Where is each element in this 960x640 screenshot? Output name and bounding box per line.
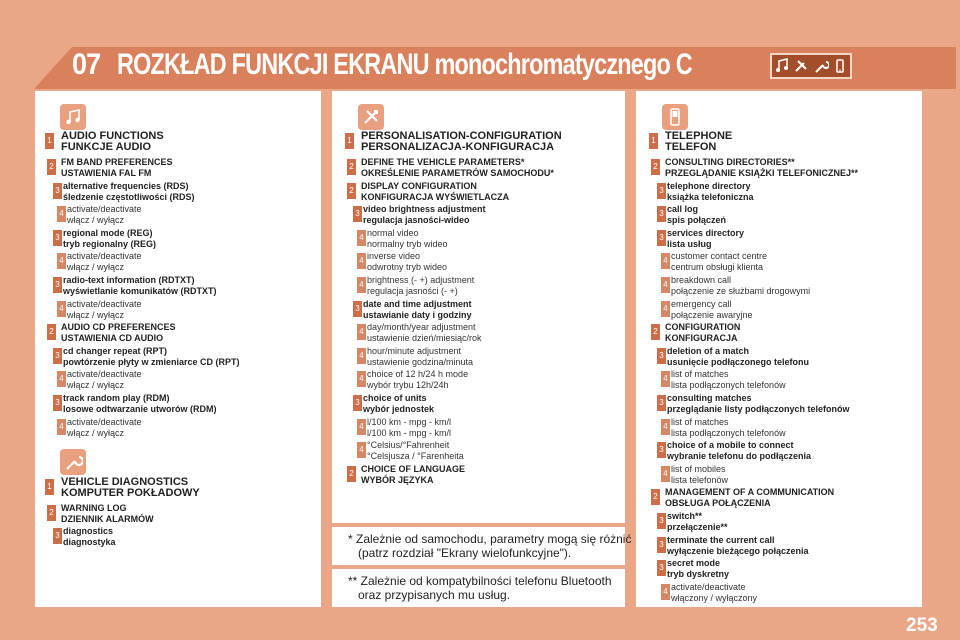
chapter-number: 07 <box>72 48 101 81</box>
level-badge: 2 <box>651 489 660 505</box>
menu-item <box>667 346 809 368</box>
menu-item-line: regional mode (REG) <box>63 227 153 238</box>
menu-item-line: losowe odtwarzanie utworów (RDM) <box>63 404 217 414</box>
level-badge: 4 <box>661 277 670 293</box>
menu-item <box>63 181 195 203</box>
menu-item <box>363 204 486 226</box>
menu-item-line: powtórzenie płyty w zmieniarce CD (RPT) <box>63 356 240 367</box>
level-badge: 3 <box>53 230 62 246</box>
footnote-1 <box>348 532 631 560</box>
menu-item-line: KONFIGURACJA <box>665 333 738 344</box>
menu-item-line: breakdown call <box>671 275 732 285</box>
level-badge: 2 <box>347 466 356 482</box>
level-badge: 3 <box>657 206 666 222</box>
menu-item-line: wyłączenie bieżącego połączenia <box>667 545 809 556</box>
menu-item-line: activate/deactivate <box>67 298 142 309</box>
menu-item <box>671 417 786 439</box>
menu-item-line: AUDIO FUNCTIONS <box>61 130 164 142</box>
menu-item-line: date and time adjustment <box>363 298 472 309</box>
menu-item-line: wybranie telefonu do podłączenia <box>667 451 812 462</box>
menu-item-line: choice of units <box>363 393 427 403</box>
menu-item <box>671 582 757 604</box>
level-badge: 4 <box>357 230 366 246</box>
level-badge: 3 <box>657 183 666 199</box>
menu-item-line: normal video <box>367 227 419 238</box>
menu-item-line: WYBÓR JĘZYKA <box>361 474 434 485</box>
menu-item-line: l/100 km - mpg - km/l <box>367 416 452 427</box>
level-badge: 4 <box>357 277 366 293</box>
chapter-icon-strip <box>770 53 852 79</box>
menu-item-line: centrum obsługi klienta <box>671 262 764 273</box>
menu-item <box>671 369 786 391</box>
menu-item-line: OKREŚLENIE PARAMETRÓW SAMOCHODU* <box>361 168 554 178</box>
menu-item-line: track random play (RDM) <box>63 393 170 403</box>
menu-item <box>361 131 562 153</box>
menu-item-line: włączony / wyłączony <box>671 592 758 603</box>
menu-item-line: video brightness adjustment <box>363 204 486 215</box>
menu-item-line: deletion of a match <box>667 345 750 356</box>
menu-item-line: DZIENNIK ALARMÓW <box>61 514 154 524</box>
menu-item <box>671 299 753 321</box>
menu-item-line: choice of 12 h/24 h mode <box>367 369 469 380</box>
footnote-1-line-1: * Zależnie od samochodu, parametry mogą się różnić <box>348 532 632 546</box>
level-badge: 4 <box>57 301 66 317</box>
menu-item-line: lista telefonów <box>671 474 729 485</box>
menu-item-line: regulacja jasności (- +) <box>367 286 458 296</box>
level-badge: 2 <box>47 505 56 521</box>
phone-icon <box>832 58 848 74</box>
menu-item <box>671 464 728 486</box>
tools-icon <box>793 58 809 74</box>
menu-item <box>665 322 740 344</box>
menu-item <box>63 228 156 250</box>
menu-item <box>367 228 448 250</box>
menu-item-line: śledzenie częstotliwości (RDS) <box>63 191 195 202</box>
level-badge: 4 <box>661 371 670 387</box>
menu-item <box>667 204 726 226</box>
menu-item-line: USTAWIENIA CD AUDIO <box>61 333 164 344</box>
menu-item <box>67 204 142 226</box>
wrench-icon <box>813 58 829 74</box>
level-badge: 3 <box>353 206 362 222</box>
menu-item <box>667 535 809 557</box>
menu-item-line: switch** <box>667 511 703 521</box>
menu-item <box>671 251 767 273</box>
level-badge: 4 <box>357 348 366 364</box>
menu-item-line: ustawianie daty i godziny <box>363 309 472 320</box>
menu-item-line: włącz / wyłącz <box>67 262 125 273</box>
menu-item <box>665 487 834 509</box>
menu-item-line: CONFIGURATION <box>665 322 741 333</box>
menu-item <box>361 157 554 179</box>
audio-section-icon <box>60 104 86 130</box>
menu-item <box>667 558 729 580</box>
menu-item-line: brightness (- +) adjustment <box>367 275 475 285</box>
menu-item-line: customer contact centre <box>671 251 768 262</box>
menu-item <box>665 157 858 179</box>
menu-item-line: włącz / wyłącz <box>67 427 125 438</box>
menu-item <box>363 299 472 321</box>
menu-item <box>367 369 468 391</box>
menu-item <box>367 440 464 462</box>
menu-item-line: °Celsjusza / °Farenheita <box>367 451 464 462</box>
menu-item-line: PERSONALISATION-CONFIGURATION <box>361 130 562 142</box>
level-badge: 1 <box>45 479 54 495</box>
menu-item-line: day/month/year adjustment <box>367 322 476 333</box>
level-badge: 3 <box>657 395 666 411</box>
menu-item-line: consulting matches <box>667 393 752 403</box>
level-badge: 3 <box>353 301 362 317</box>
menu-item-line: WARNING LOG <box>61 503 127 513</box>
menu-item-line: KOMPUTER POKŁADOWY <box>61 487 200 499</box>
level-badge: 3 <box>657 348 666 364</box>
level-badge: 3 <box>53 277 62 293</box>
level-badge: 2 <box>347 159 356 175</box>
menu-item-line: książka telefoniczna <box>667 191 754 202</box>
level-badge: 4 <box>661 466 670 482</box>
menu-item <box>667 511 728 533</box>
menu-item-line: TELEPHONE <box>665 130 733 142</box>
menu-item-line: activate/deactivate <box>67 204 142 215</box>
menu-item-line: wybór jednostek <box>363 404 435 414</box>
menu-item <box>361 181 509 203</box>
level-badge: 3 <box>53 395 62 411</box>
menu-item-line: CONSULTING DIRECTORIES** <box>665 157 795 167</box>
menu-item <box>61 131 164 153</box>
menu-item-line: l/100 km - mpg - km/l <box>367 427 452 438</box>
level-badge: 3 <box>657 230 666 246</box>
menu-item-line: CHOICE OF LANGUAGE <box>361 463 466 474</box>
menu-item-line: telephone directory <box>667 180 751 191</box>
level-badge: 4 <box>57 419 66 435</box>
level-badge: 4 <box>357 324 366 340</box>
menu-item <box>667 228 744 250</box>
menu-item <box>367 346 473 368</box>
diagnostics-section-icon <box>60 449 86 475</box>
menu-item-line: radio-text information (RDTXT) <box>63 275 195 285</box>
menu-item <box>61 503 154 525</box>
menu-item-line: activate/deactivate <box>671 581 746 592</box>
menu-item-line: lista podłączonych telefonów <box>671 427 786 438</box>
menu-item-line: activate/deactivate <box>67 416 142 427</box>
menu-item-line: PRZEGLĄDANIE KSIĄŻKI TELEFONICZNEJ** <box>665 168 859 178</box>
menu-item-line: choice of a mobile to connect <box>667 440 794 451</box>
menu-item-line: DISPLAY CONFIGURATION <box>361 180 477 191</box>
menu-item-line: DEFINE THE VEHICLE PARAMETERS* <box>361 157 525 167</box>
page-title: ROZKŁAD FUNKCJI EKRANU monochromatycznego C <box>117 48 692 81</box>
menu-item-line: MANAGEMENT OF A COMMUNICATION <box>665 487 835 498</box>
menu-item <box>67 417 142 439</box>
menu-item <box>667 393 850 415</box>
music-icon <box>774 58 790 74</box>
menu-item-line: USTAWIENIA FAL FM <box>61 168 152 178</box>
menu-item-line: odwrotny tryb wideo <box>367 262 448 273</box>
menu-item <box>667 181 754 203</box>
menu-item <box>61 322 176 344</box>
menu-item-line: lista podłączonych telefonów <box>671 380 786 391</box>
menu-item-line: °Celsius/°Fahrenheit <box>367 440 450 451</box>
menu-item-line: VEHICLE DIAGNOSTICS <box>61 476 189 488</box>
menu-item-line: OBSŁUGA POŁĄCZENIA <box>665 498 771 509</box>
menu-item <box>367 275 474 297</box>
menu-item <box>63 346 240 368</box>
menu-item-line: diagnostyka <box>63 537 116 547</box>
menu-item-line: lista usług <box>667 238 712 249</box>
menu-item-line: terminate the current call <box>667 534 775 545</box>
menu-item <box>361 464 465 486</box>
menu-item <box>367 322 482 344</box>
menu-item <box>671 275 810 297</box>
menu-item <box>67 251 142 273</box>
menu-item-line: activate/deactivate <box>67 369 142 380</box>
menu-item <box>61 477 200 499</box>
level-badge: 3 <box>53 348 62 364</box>
menu-item-line: cd changer repeat (RPT) <box>63 345 168 356</box>
menu-item-line: włącz / wyłącz <box>67 309 125 320</box>
menu-item-line: list of mobiles <box>671 463 726 474</box>
menu-item-line: call log <box>667 204 699 215</box>
menu-item <box>363 393 434 415</box>
level-badge: 4 <box>357 253 366 269</box>
menu-item-line: activate/deactivate <box>67 251 142 262</box>
menu-item-line: hour/minute adjustment <box>367 345 462 356</box>
menu-item-line: secret mode <box>667 558 721 569</box>
menu-item-line: inverse video <box>367 251 421 262</box>
level-badge: 4 <box>57 371 66 387</box>
menu-item-line: ustawienie dzień/miesiąc/rok <box>367 333 482 344</box>
menu-item-line: włącz / wyłącz <box>67 380 125 391</box>
menu-item <box>367 417 451 439</box>
page-number: 253 <box>906 615 938 636</box>
menu-item-line: normalny tryb wideo <box>367 238 448 249</box>
menu-item-line: FUNKCJE AUDIO <box>61 141 152 153</box>
menu-item-line: spis połączeń <box>667 215 727 226</box>
menu-item-line: ustawienie godzina/minuta <box>367 356 474 367</box>
footnote-2-line-2: oraz przypisanych mu usług. <box>358 588 511 602</box>
menu-item-line: połączenie ze służbami drogowymi <box>671 286 811 296</box>
level-badge: 2 <box>651 324 660 340</box>
menu-item-line: FM BAND PREFERENCES <box>61 157 173 167</box>
menu-item-line: KONFIGURACJA WYŚWIETLACZA <box>361 191 510 202</box>
menu-item-line: połączenie awaryjne <box>671 309 753 320</box>
menu-item-line: TELEFON <box>665 141 717 153</box>
level-badge: 3 <box>657 513 666 529</box>
personalisation-section-icon <box>358 104 384 130</box>
level-badge: 4 <box>357 419 366 435</box>
footnote-2-line-1: ** Zależnie od kompatybilności telefonu Bluetooth <box>348 574 612 588</box>
menu-item-line: wyświetlanie komunikatów (RDTXT) <box>63 286 217 296</box>
level-badge: 1 <box>649 133 658 149</box>
menu-item-line: wybór trybu 12h/24h <box>367 380 449 391</box>
menu-item <box>63 526 116 548</box>
menu-item-line: przełączenie** <box>667 522 728 532</box>
level-badge: 1 <box>45 133 54 149</box>
menu-item-line: regulacja jasności-wideo <box>363 215 470 226</box>
menu-item <box>67 369 142 391</box>
menu-item-line: list of matches <box>671 369 729 380</box>
menu-item <box>63 275 217 297</box>
level-badge: 2 <box>651 159 660 175</box>
level-badge: 4 <box>661 584 670 600</box>
level-badge: 4 <box>357 442 366 458</box>
menu-item-line: usunięcie podłączonego telefonu <box>667 356 810 367</box>
menu-item-line: włącz / wyłącz <box>67 215 125 226</box>
level-badge: 4 <box>661 419 670 435</box>
level-badge: 4 <box>661 301 670 317</box>
level-badge: 2 <box>347 183 356 199</box>
level-badge: 3 <box>353 395 362 411</box>
menu-item-line: tryb dyskretny <box>667 569 730 580</box>
menu-item-line: AUDIO CD PREFERENCES <box>61 322 176 333</box>
menu-item-line: PERSONALIZACJA-KONFIGURACJA <box>361 141 555 153</box>
menu-item <box>63 393 217 415</box>
level-badge: 4 <box>57 206 66 222</box>
footnote-1-line-2: (patrz rozdział "Ekrany wielofunkcyjne"). <box>358 546 572 560</box>
menu-item <box>61 157 173 179</box>
menu-item-line: alternative frequencies (RDS) <box>63 180 189 191</box>
level-badge: 3 <box>657 537 666 553</box>
menu-item-line: services directory <box>667 227 745 238</box>
menu-item-line: tryb regionalny (REG) <box>63 238 157 249</box>
menu-item <box>667 440 811 462</box>
level-badge: 4 <box>57 253 66 269</box>
level-badge: 4 <box>661 253 670 269</box>
level-badge: 1 <box>345 133 354 149</box>
level-badge: 3 <box>53 528 62 544</box>
footnote-2 <box>348 574 612 602</box>
menu-item <box>67 299 142 321</box>
menu-item-line: emergency call <box>671 298 732 309</box>
menu-item-line: list of matches <box>671 416 729 427</box>
menu-item-line: przeglądanie listy podłączonych telefonów <box>667 404 850 414</box>
menu-item-line: diagnostics <box>63 526 114 536</box>
level-badge: 3 <box>53 183 62 199</box>
level-badge: 2 <box>47 324 56 340</box>
level-badge: 3 <box>657 442 666 458</box>
menu-item <box>665 131 732 153</box>
level-badge: 4 <box>357 371 366 387</box>
level-badge: 2 <box>47 159 56 175</box>
level-badge: 3 <box>657 560 666 576</box>
telephone-section-icon <box>662 104 688 130</box>
menu-item <box>367 251 447 273</box>
